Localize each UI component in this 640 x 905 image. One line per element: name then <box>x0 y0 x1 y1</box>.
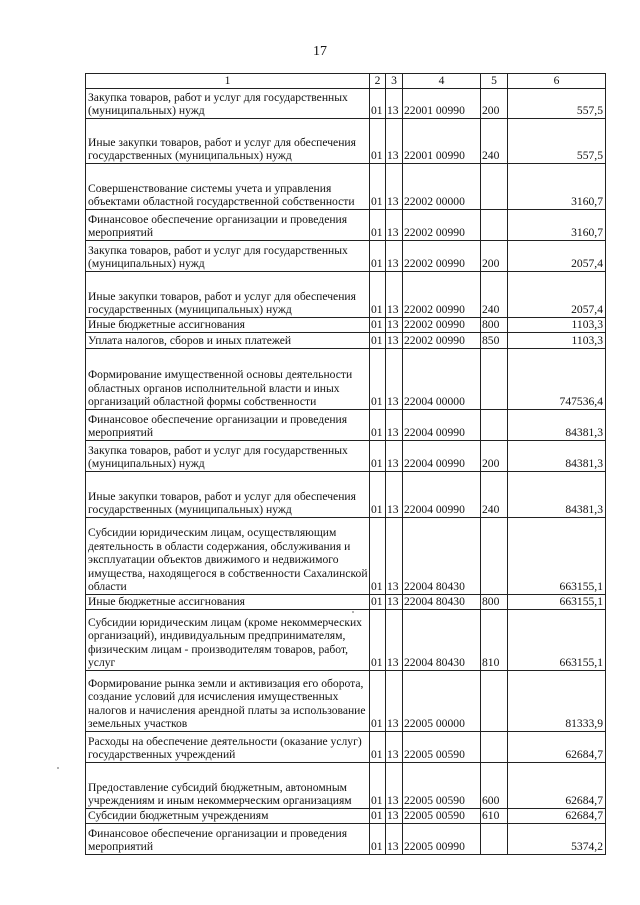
row-target-item: 22004 00990 <box>403 441 481 472</box>
row-amount: 62684,7 <box>508 809 606 824</box>
row-section: 01 <box>370 595 386 610</box>
table-row <box>86 610 606 671</box>
table-row <box>86 119 606 164</box>
row-name: Предоставление субсидий бюджетным, автономным учреждениям и иным некоммерческим организациям <box>86 763 370 809</box>
row-amount: 663155,1 <box>508 595 606 610</box>
row-section: 01 <box>370 610 386 671</box>
row-target-item: 22002 00990 <box>403 210 481 241</box>
row-subsection: 13 <box>386 410 403 441</box>
row-expense-type: 240 <box>481 119 508 164</box>
row-amount: 747536,4 <box>508 349 606 410</box>
row-subsection: 13 <box>386 732 403 763</box>
row-name: Уплата налогов, сборов и иных платежей <box>86 333 370 349</box>
row-name: Закупка товаров, работ и услуг для государственных (муниципальных) нужд <box>86 441 370 472</box>
row-expense-type <box>481 410 508 441</box>
row-section: 01 <box>370 210 386 241</box>
row-expense-type: 200 <box>481 441 508 472</box>
row-subsection: 13 <box>386 318 403 333</box>
row-expense-type: 600 <box>481 763 508 809</box>
row-amount: 3160,7 <box>508 210 606 241</box>
row-target-item: 22005 00000 <box>403 671 481 732</box>
table-row <box>86 809 606 824</box>
table-row <box>86 671 606 732</box>
row-target-item: 22001 00990 <box>403 119 481 164</box>
row-subsection: 13 <box>386 210 403 241</box>
row-amount: 84381,3 <box>508 472 606 518</box>
row-subsection: 13 <box>386 518 403 595</box>
row-name: Иные закупки товаров, работ и услуг для обеспечения государственных (муниципальных) нужд <box>86 472 370 518</box>
row-amount: 3160,7 <box>508 164 606 210</box>
table-row <box>86 241 606 272</box>
row-amount: 2057,4 <box>508 272 606 318</box>
row-expense-type: 800 <box>481 595 508 610</box>
row-expense-type: 200 <box>481 89 508 119</box>
row-amount: 84381,3 <box>508 441 606 472</box>
row-expense-type <box>481 164 508 210</box>
row-target-item: 22002 00990 <box>403 318 481 333</box>
table-row <box>86 824 606 855</box>
row-subsection: 13 <box>386 472 403 518</box>
table-row <box>86 89 606 119</box>
row-amount: 557,5 <box>508 89 606 119</box>
row-subsection: 13 <box>386 824 403 855</box>
row-amount: 5374,2 <box>508 824 606 855</box>
row-amount: 2057,4 <box>508 241 606 272</box>
row-target-item: 22002 00990 <box>403 333 481 349</box>
row-subsection: 13 <box>386 763 403 809</box>
row-target-item: 22004 00000 <box>403 349 481 410</box>
row-target-item: 22004 80430 <box>403 518 481 595</box>
row-target-item: 22005 00590 <box>403 732 481 763</box>
table-row <box>86 441 606 472</box>
row-amount: 557,5 <box>508 119 606 164</box>
table-row <box>86 595 606 610</box>
row-target-item: 22002 00000 <box>403 164 481 210</box>
row-subsection: 13 <box>386 333 403 349</box>
column-header-expense-type: 5 <box>481 74 508 89</box>
row-target-item: 22005 00590 <box>403 763 481 809</box>
row-subsection: 13 <box>386 441 403 472</box>
row-section: 01 <box>370 824 386 855</box>
row-subsection: 13 <box>386 610 403 671</box>
row-section: 01 <box>370 732 386 763</box>
row-section: 01 <box>370 272 386 318</box>
row-subsection: 13 <box>386 164 403 210</box>
row-expense-type: 240 <box>481 472 508 518</box>
row-amount: 62684,7 <box>508 732 606 763</box>
row-subsection: 13 <box>386 595 403 610</box>
row-section: 01 <box>370 318 386 333</box>
row-section: 01 <box>370 472 386 518</box>
row-name: Субсидии юридическим лицам, осуществляющим деятельность в области содержания, обслуживания и эксплуатации объектов движимого и недвижимого имущества, находящегося в собственности Сахалинской области <box>86 518 370 595</box>
row-name: Формирование имущественной основы деятельности областных органов исполнительной власти и иных организаций областной формы собственности <box>86 349 370 410</box>
row-subsection: 13 <box>386 272 403 318</box>
row-target-item: 22004 00990 <box>403 410 481 441</box>
row-name: Финансовое обеспечение организации и проведения мероприятий <box>86 210 370 241</box>
table-header-row <box>86 74 606 89</box>
row-name: Совершенствование системы учета и управления объектами областной государственной собственности <box>86 164 370 210</box>
row-section: 01 <box>370 809 386 824</box>
row-name: Расходы на обеспечение деятельности (оказание услуг) государственных учреждений <box>86 732 370 763</box>
row-section: 01 <box>370 518 386 595</box>
row-name: Иные закупки товаров, работ и услуг для обеспечения государственных (муниципальных) нужд <box>86 272 370 318</box>
row-section: 01 <box>370 349 386 410</box>
budget-table <box>85 73 606 855</box>
page-number: 17 <box>313 44 327 59</box>
table-row <box>86 472 606 518</box>
row-section: 01 <box>370 119 386 164</box>
row-name: Закупка товаров, работ и услуг для государственных (муниципальных) нужд <box>86 89 370 119</box>
row-expense-type <box>481 349 508 410</box>
row-target-item: 22002 00990 <box>403 272 481 318</box>
row-target-item: 22001 00990 <box>403 89 481 119</box>
row-expense-type: 850 <box>481 333 508 349</box>
scan-speck <box>57 767 59 769</box>
row-section: 01 <box>370 333 386 349</box>
row-target-item: 22004 00990 <box>403 472 481 518</box>
table-row <box>86 210 606 241</box>
table-row <box>86 164 606 210</box>
row-name: Иные закупки товаров, работ и услуг для обеспечения государственных (муниципальных) нужд <box>86 119 370 164</box>
row-section: 01 <box>370 410 386 441</box>
row-target-item: 22005 00990 <box>403 824 481 855</box>
column-header-amount: 6 <box>508 74 606 89</box>
table-row <box>86 410 606 441</box>
row-section: 01 <box>370 89 386 119</box>
row-amount: 81333,9 <box>508 671 606 732</box>
row-target-item: 22002 00990 <box>403 241 481 272</box>
column-header-name: 1 <box>86 74 370 89</box>
row-section: 01 <box>370 441 386 472</box>
row-amount: 62684,7 <box>508 763 606 809</box>
row-section: 01 <box>370 763 386 809</box>
row-expense-type: 240 <box>481 272 508 318</box>
row-amount: 663155,1 <box>508 610 606 671</box>
row-target-item: 22004 80430 <box>403 610 481 671</box>
row-expense-type <box>481 518 508 595</box>
row-amount: 663155,1 <box>508 518 606 595</box>
row-expense-type <box>481 824 508 855</box>
row-target-item: 22004 80430 <box>403 595 481 610</box>
row-section: 01 <box>370 671 386 732</box>
column-header-section: 2 <box>370 74 386 89</box>
row-expense-type <box>481 210 508 241</box>
table-row <box>86 272 606 318</box>
row-name: Финансовое обеспечение организации и проведения мероприятий <box>86 824 370 855</box>
row-name: Иные бюджетные ассигнования <box>86 318 370 333</box>
row-expense-type: 810 <box>481 610 508 671</box>
row-name: Субсидии бюджетным учреждениям <box>86 809 370 824</box>
row-subsection: 13 <box>386 671 403 732</box>
scan-speck <box>352 611 354 613</box>
row-subsection: 13 <box>386 119 403 164</box>
row-expense-type: 800 <box>481 318 508 333</box>
row-subsection: 13 <box>386 89 403 119</box>
table-row <box>86 349 606 410</box>
row-amount: 1103,3 <box>508 333 606 349</box>
table-row <box>86 518 606 595</box>
table-row <box>86 732 606 763</box>
row-target-item: 22005 00590 <box>403 809 481 824</box>
row-section: 01 <box>370 241 386 272</box>
row-name: Субсидии юридическим лицам (кроме некоммерческих организаций), индивидуальным предпринимателям, физическим лицам - производителям товаров, работ, услуг <box>86 610 370 671</box>
row-section: 01 <box>370 164 386 210</box>
column-header-subsection: 3 <box>386 74 403 89</box>
table-row <box>86 333 606 349</box>
row-expense-type: 610 <box>481 809 508 824</box>
row-subsection: 13 <box>386 349 403 410</box>
row-name: Финансовое обеспечение организации и проведения мероприятий <box>86 410 370 441</box>
row-amount: 84381,3 <box>508 410 606 441</box>
row-expense-type <box>481 671 508 732</box>
row-name: Закупка товаров, работ и услуг для государственных (муниципальных) нужд <box>86 241 370 272</box>
row-amount: 1103,3 <box>508 318 606 333</box>
row-subsection: 13 <box>386 241 403 272</box>
row-subsection: 13 <box>386 809 403 824</box>
table-row <box>86 318 606 333</box>
row-expense-type <box>481 732 508 763</box>
row-expense-type: 200 <box>481 241 508 272</box>
row-name: Иные бюджетные ассигнования <box>86 595 370 610</box>
row-name: Формирование рынка земли и активизация его оборота, создание условий для исчисления имущественных налогов и начисления арендной платы за использование земельных участков <box>86 671 370 732</box>
table-row <box>86 763 606 809</box>
column-header-target-item: 4 <box>403 74 481 89</box>
